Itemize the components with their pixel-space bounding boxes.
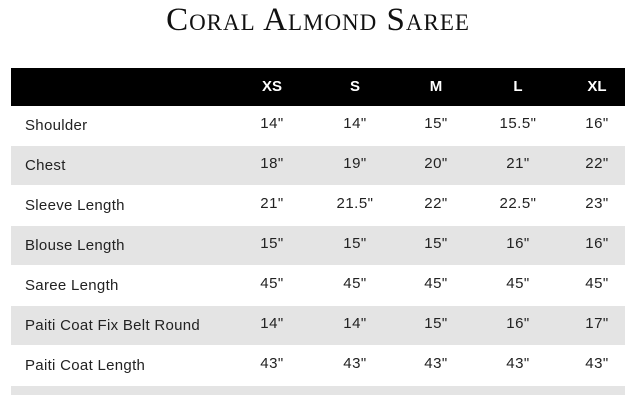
table-cell: 45": [585, 275, 609, 292]
table-cell: 20": [424, 155, 448, 172]
row-label: Blouse Length: [25, 237, 125, 254]
table-cell: 14": [343, 115, 367, 132]
table-cell: 45": [260, 275, 284, 292]
table-cell: 14": [260, 115, 284, 132]
row-label: Paiti Coat Length: [25, 357, 146, 374]
table-cell: 15": [424, 235, 448, 252]
table-cell: 43": [424, 355, 448, 372]
table-cell: 15.5": [499, 115, 537, 132]
table-cell: 16": [585, 235, 609, 252]
table-cell: 21.5": [336, 195, 374, 212]
table-cell: 16": [506, 315, 530, 332]
table-row: [11, 346, 625, 386]
row-label: Sleeve Length: [25, 197, 125, 214]
table-cell: 43": [585, 355, 609, 372]
table-row: [11, 106, 625, 146]
row-label: Saree Length: [25, 277, 119, 294]
table-row: [11, 146, 625, 186]
table-cell: 43": [343, 355, 367, 372]
table-cell: 43": [260, 355, 284, 372]
header-size-m: M: [429, 78, 443, 95]
header-size-xl: XL: [587, 78, 607, 95]
table-cell: 15": [260, 235, 284, 252]
table-cell: 21": [260, 195, 284, 212]
table-cell: 22": [585, 155, 609, 172]
table-cell: 18": [260, 155, 284, 172]
header-size-s: S: [349, 78, 360, 95]
table-cell: 16": [506, 235, 530, 252]
table-cell: 22.5": [499, 195, 537, 212]
table-cell: 17": [585, 315, 609, 332]
row-label: Shoulder: [25, 117, 88, 134]
table-cell: 22": [424, 195, 448, 212]
size-chart-table: [11, 68, 625, 395]
table-cell: 14": [260, 315, 284, 332]
table-header: [11, 68, 625, 106]
table-cell: 45": [343, 275, 367, 292]
header-size-l: L: [513, 78, 523, 95]
table-cell: 43": [506, 355, 530, 372]
table-cell: 14": [343, 315, 367, 332]
table-cell: 45": [424, 275, 448, 292]
table-row: [11, 186, 625, 226]
table-row: [11, 226, 625, 266]
table-footer-strip: [11, 386, 625, 395]
table-row: [11, 306, 625, 346]
table-cell: 15": [424, 315, 448, 332]
table-cell: 15": [424, 115, 448, 132]
table-cell: 45": [506, 275, 530, 292]
table-cell: 21": [506, 155, 530, 172]
table-cell: 23": [585, 195, 609, 212]
table-cell: 16": [585, 115, 609, 132]
page-title: Coral Almond Saree: [166, 2, 470, 38]
table-row: [11, 266, 625, 306]
table-cell: 15": [343, 235, 367, 252]
table-cell: 19": [343, 155, 367, 172]
row-label: Paiti Coat Fix Belt Round: [25, 317, 201, 334]
row-label: Chest: [25, 157, 66, 174]
header-size-xs: XS: [261, 78, 282, 95]
